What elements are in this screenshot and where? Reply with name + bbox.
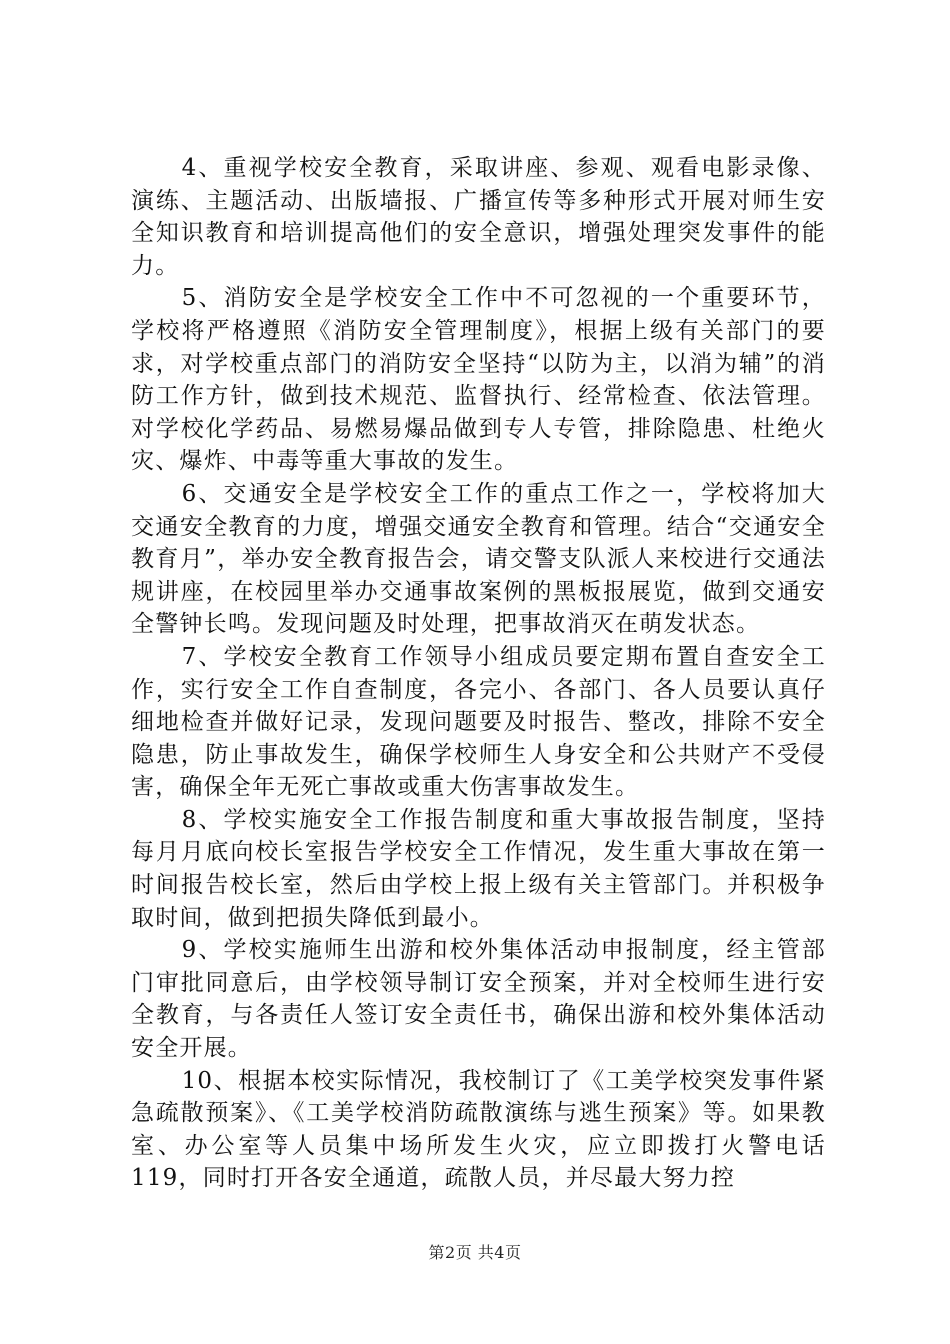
page-footer: 第2页 共4页 (428, 1243, 522, 1262)
paragraph-item-5: 5、消防安全是学校安全工作中不可忽视的一个重要环节，学校将严格遵照《消防安全管理制度》，根据上级有关部门的要求，对学校重点部门的消防安全坚持“以防为主，以消为辅”的消防工作方针，做到技术规范、监督执行、经常检查、依法管理。对学校化学药品、易燃易爆品做到专人专管，排除隐患、杜绝火灾、爆炸、中毒等重大事故的发生。 (131, 285, 826, 475)
paragraph-item-8: 8、学校实施安全工作报告制度和重大事故报告制度，坚持每月月底向校长室报告学校安全工作情况，发生重大事故在第一时间报告校长室，然后由学校上报上级有关主管部门。并积极争取时间，做到把损失降低到最小。 (131, 806, 826, 931)
paragraph-item-7: 7、学校安全教育工作领导小组成员要定期布置自查安全工作，实行安全工作自查制度，各完小、各部门、各人员要认真仔细地检查并做好记录，发现问题要及时报告、整改，排除不安全隐患，防止事故发生，确保学校师生人身安全和公共财产不受侵害，确保全年无死亡事故或重大伤害事故发生。 (131, 643, 826, 801)
document-body (131, 152, 826, 1195)
paragraph-item-10: 10、根据本校实际情况，我校制订了《工美学校突发事件紧急疏散预案》、《工美学校消防疏散演练与逃生预案》等。如果教室、办公室等人员集中场所发生火灾，应立即拨打火警电话119，同时打开各安全通道，疏散人员，并尽最大努力控 (131, 1067, 826, 1192)
paragraph-item-6: 6、交通安全是学校安全工作的重点工作之一，学校将加大交通安全教育的力度，增强交通安全教育和管理。结合“交通安全教育月”，举办安全教育报告会，请交警支队派人来校进行交通法规讲座，在校园里举办交通事故案例的黑板报展览，做到交通安全警钟长鸣。发现问题及时处理，把事故消灭在萌发状态。 (131, 480, 826, 638)
paragraph-item-4: 4、重视学校安全教育，采取讲座、参观、观看电影录像、演练、主题活动、出版墙报、广播宣传等多种形式开展对师生安全知识教育和培训提高他们的安全意识，增强处理突发事件的能力。 (131, 155, 826, 279)
paragraph-item-9: 9、学校实施师生出游和校外集体活动申报制度，经主管部门审批同意后，由学校领导制订安全预案，并对全校师生进行安全教育，与各责任人签订安全责任书，确保出游和校外集体活动安全开展。 (131, 937, 826, 1062)
